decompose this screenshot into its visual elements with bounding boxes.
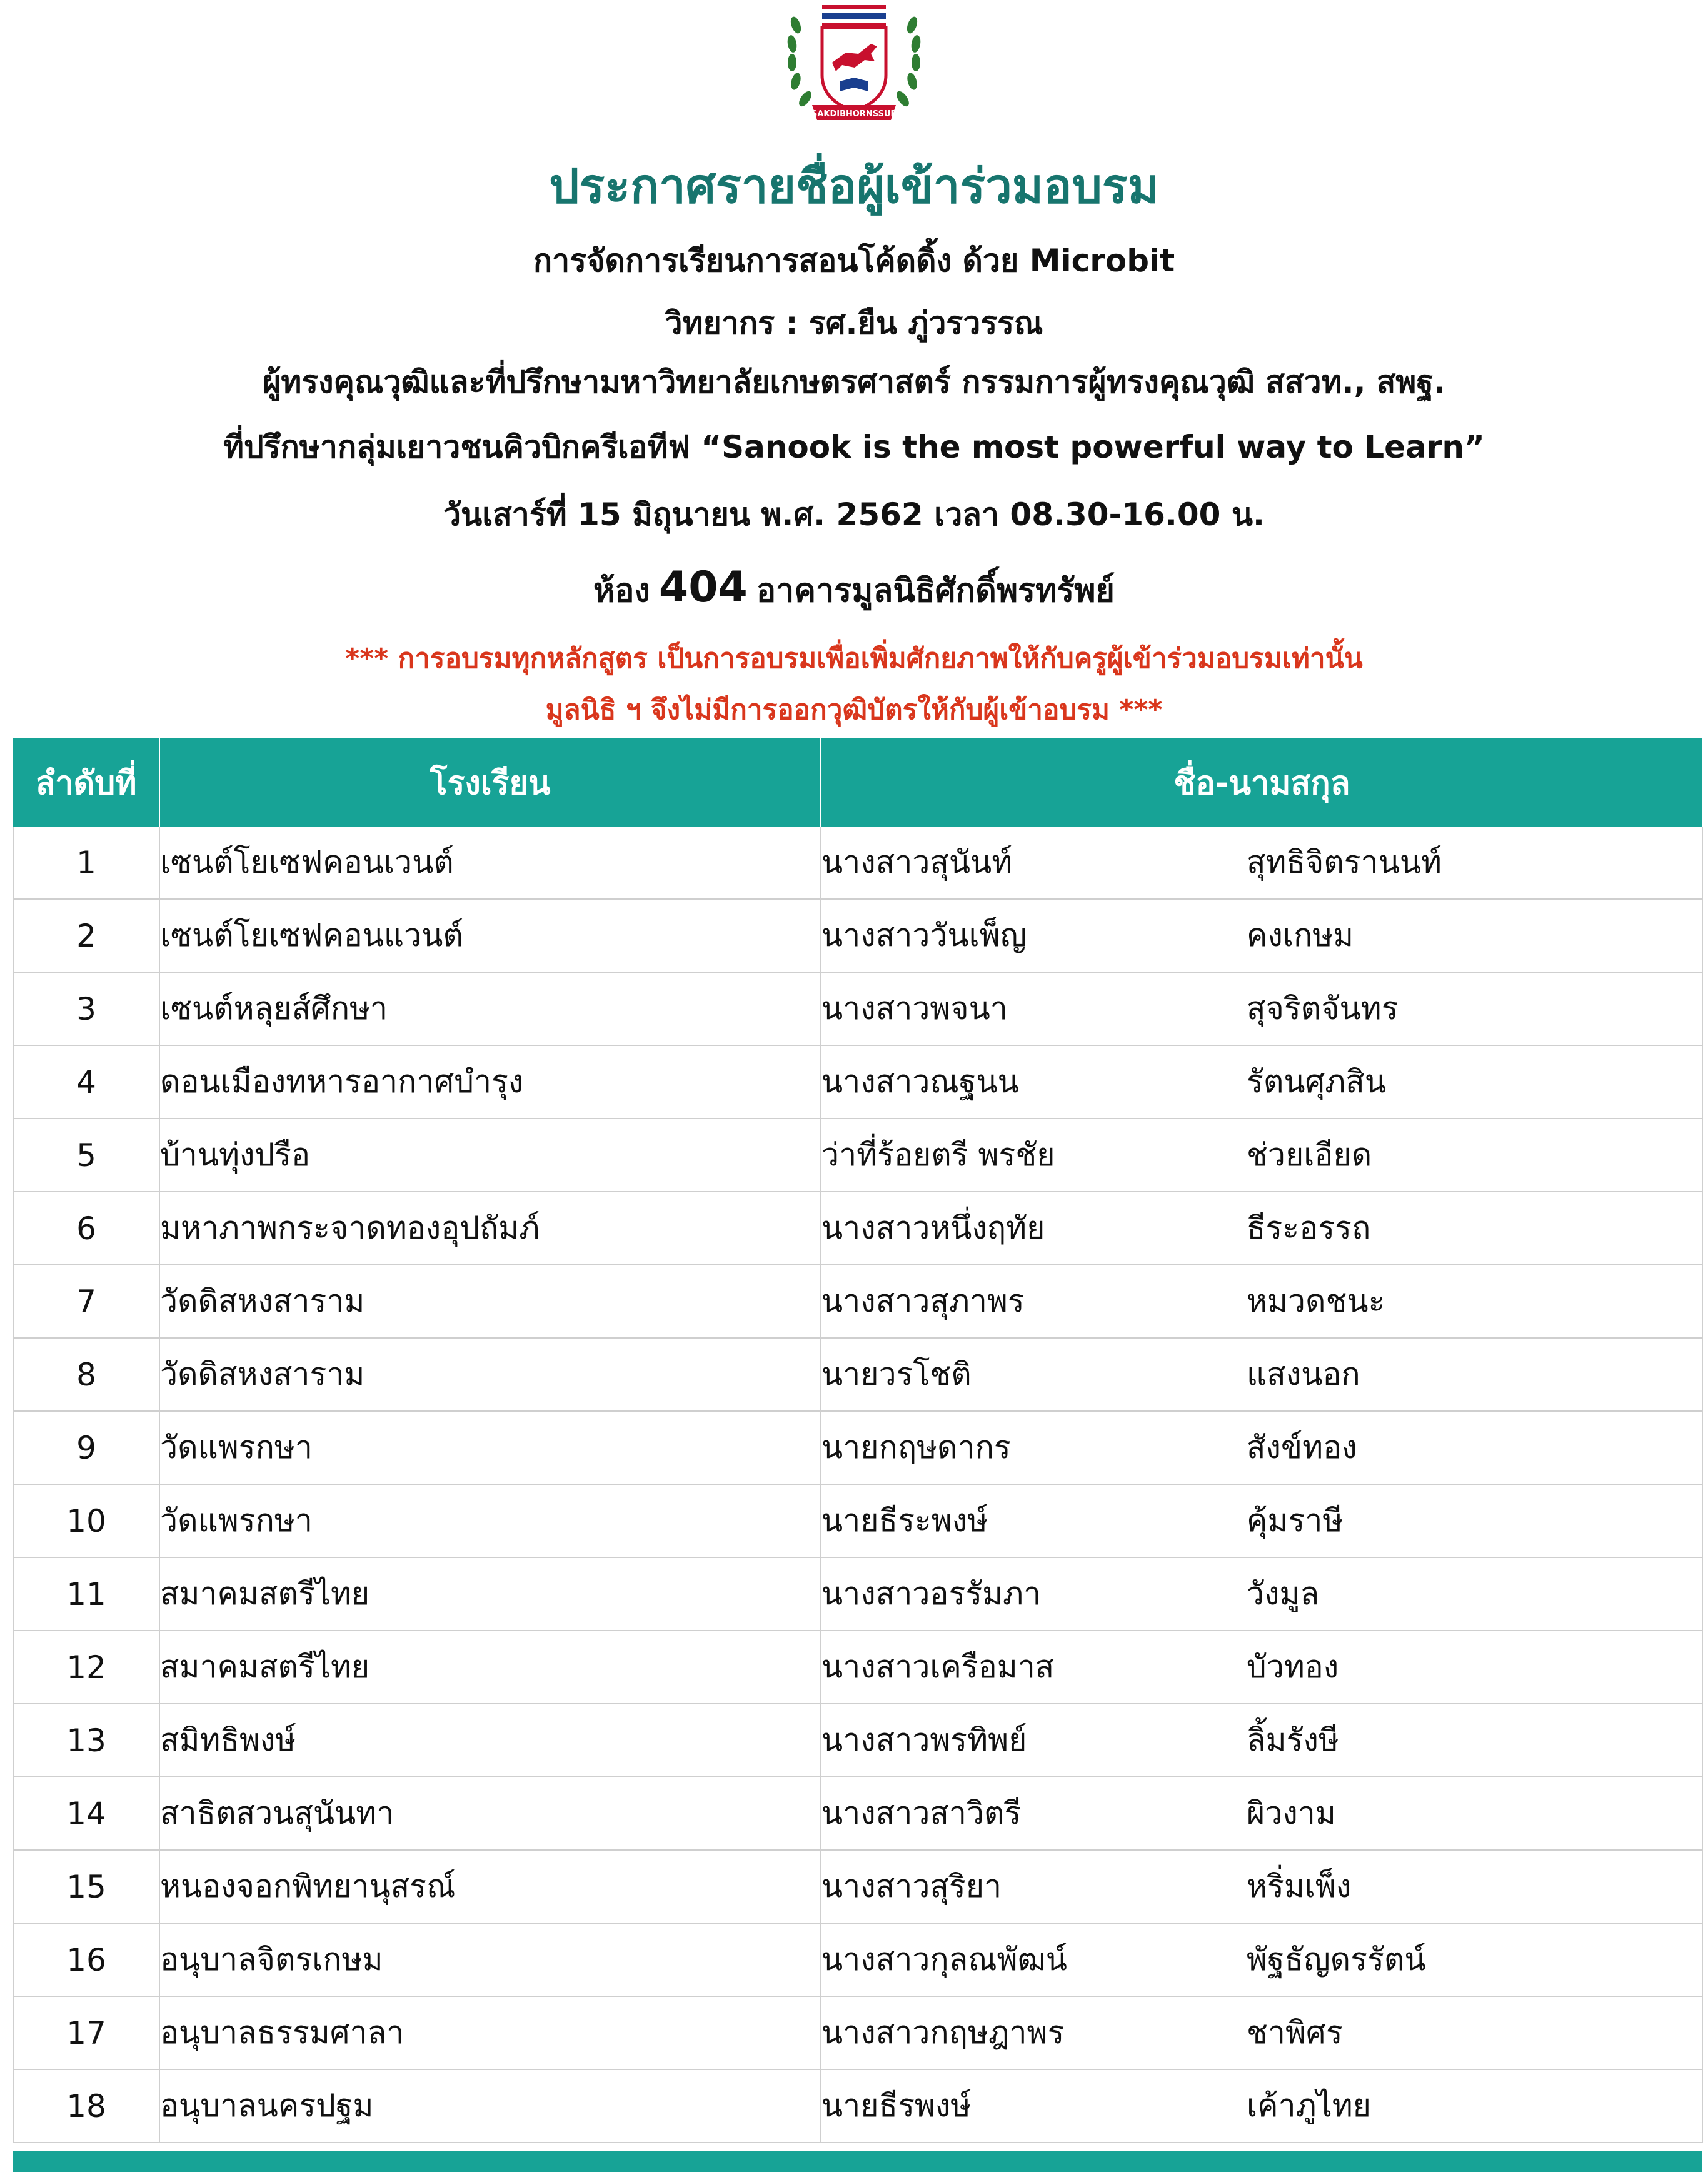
table-row (13, 1338, 1702, 1411)
row-number: 7 (13, 1265, 159, 1338)
row-number: 2 (13, 899, 159, 972)
row-first-name: นายธีระพงษ์ (821, 1502, 988, 1539)
row-number: 4 (13, 1045, 159, 1119)
laurel-left-icon (786, 15, 814, 108)
table-row (13, 1265, 1702, 1338)
row-number: 9 (13, 1411, 159, 1484)
laurel-right-icon (894, 15, 922, 108)
row-last-name: รัตนศุภสิน (1247, 1063, 1386, 1100)
row-fullname (821, 1557, 1702, 1631)
row-first-name: นายวรโชติ (821, 1356, 972, 1392)
table-row (13, 1557, 1702, 1631)
row-first-name: นางสาวหนึ่งฤทัย (821, 1210, 1045, 1246)
row-number: 6 (13, 1192, 159, 1265)
row-number: 11 (13, 1557, 159, 1631)
header-school: โรงเรียน (159, 738, 821, 827)
table-row (13, 1411, 1702, 1484)
row-fullname (821, 1119, 1702, 1192)
row-school: วัดดิสหงสาราม (159, 1338, 821, 1411)
row-number: 15 (13, 1850, 159, 1923)
table-row (13, 827, 1702, 899)
row-last-name: ธีระอรรถ (1247, 1210, 1371, 1246)
event-room (0, 563, 1708, 616)
row-school: สมาคมสตรีไทย (159, 1557, 821, 1631)
event-datetime: วันเสาร์ที่ 15 มิถุนายน พ.ศ. 2562 เวลา 08.30-16.00 น. (443, 496, 1265, 533)
page-title: ประกาศรายชื่อผู้เข้าร่วมอบรม (549, 158, 1159, 214)
row-first-name: นางสาวสุริยา (821, 1868, 1002, 1904)
row-number: 10 (13, 1484, 159, 1557)
row-fullname (821, 827, 1702, 899)
row-first-name: นางสาวกฤษฎาพร (821, 2014, 1065, 2051)
course-name: การจัดการเรียนการสอนโค้ดดิ้ง ด้วย Microbit (533, 243, 1175, 279)
room-prefix: ห้อง (593, 572, 650, 610)
row-last-name: ผิวงาม (1247, 1795, 1336, 1831)
row-fullname (821, 2069, 1702, 2143)
row-school: อนุบาลธรรมศาลา (159, 1996, 821, 2069)
shield-icon (822, 28, 886, 111)
row-fullname (821, 1411, 1702, 1484)
row-last-name: สุทธิจิตรานนท์ (1247, 844, 1442, 880)
table-row (13, 1119, 1702, 1192)
table-row (13, 1777, 1702, 1850)
row-first-name: นายกฤษดากร (821, 1429, 1011, 1466)
speaker-position: ผู้ทรงคุณวุฒิและที่ปรึกษามหาวิทยาลัยเกษตรศาสตร์ กรรมการผู้ทรงคุณวุฒิ สสวท., สพฐ. (263, 364, 1445, 400)
table-row (13, 1850, 1702, 1923)
row-school: วัดดิสหงสาราม (159, 1265, 821, 1338)
row-number: 17 (13, 1996, 159, 2069)
row-school: อนุบาลจิตรเกษม (159, 1923, 821, 1996)
row-last-name: เค้าภูไทย (1247, 2088, 1371, 2124)
row-first-name: นางสาวสาวิตรี (821, 1795, 1022, 1831)
row-fullname (821, 1850, 1702, 1923)
foundation-logo (777, 0, 931, 125)
row-school: เซนต์โยเซฟคอนเวนต์ (159, 827, 821, 899)
logo-text: SAKDIBHORNSSUP (811, 109, 897, 119)
row-school: สมิทธิพงษ์ (159, 1704, 821, 1777)
row-first-name: นายธีรพงษ์ (821, 2088, 972, 2124)
row-number: 18 (13, 2069, 159, 2143)
row-first-name: นางสาวกุลณพัฒน์ (821, 1941, 1067, 1978)
table-row (13, 1192, 1702, 1265)
row-school: เซนต์โยเซฟคอนแวนต์ (159, 899, 821, 972)
speaker-line: วิทยากร : รศ.ยืน ภู่วรวรรณ (665, 305, 1043, 341)
table-body (13, 827, 1702, 2143)
row-last-name: ลิ้มรังษี (1247, 1722, 1339, 1758)
table-row (13, 1923, 1702, 1996)
row-school: ดอนเมืองทหารอากาศบำรุง (159, 1045, 821, 1119)
notice-line-2: มูลนิธิ ฯ จึงไม่มีการออกวุฒิบัตรให้กับผู้เข้าอบรม *** (545, 694, 1163, 726)
row-fullname (821, 1996, 1702, 2069)
row-fullname (821, 1631, 1702, 1704)
row-last-name: วังมูล (1247, 1576, 1320, 1612)
row-first-name: นางสาวเครือมาส (821, 1649, 1055, 1685)
table-row (13, 1631, 1702, 1704)
participant-table (13, 738, 1703, 2143)
room-building: อาคารมูลนิธิศักดิ์พรทรัพย์ (756, 572, 1115, 610)
row-fullname (821, 1923, 1702, 1996)
row-fullname (821, 1777, 1702, 1850)
row-last-name: คุ้มราษี (1247, 1502, 1344, 1539)
row-number: 8 (13, 1338, 159, 1411)
header-name: ชื่อ-นามสกุล (821, 738, 1702, 827)
row-first-name: นางสาวสุภาพร (821, 1283, 1025, 1319)
row-first-name: นางสาวณฐนน (821, 1063, 1019, 1100)
row-fullname (821, 1704, 1702, 1777)
speaker-advisor: ที่ปรึกษากลุ่มเยาวชนคิวบิกครีเอทีฟ “Sanook is the most powerful way to Learn” (223, 429, 1485, 465)
row-school: อนุบาลนครปฐม (159, 2069, 821, 2143)
thai-flag-icon (822, 5, 886, 26)
table-header-row (13, 738, 1702, 827)
row-last-name: แสงนอก (1247, 1356, 1360, 1392)
row-first-name: นางสาวสุนันท์ (821, 844, 1013, 880)
row-last-name: พัฐธัญดรรัตน์ (1247, 1941, 1426, 1978)
row-fullname (821, 972, 1702, 1045)
row-last-name: สังข์ทอง (1247, 1429, 1357, 1466)
row-school: บ้านทุ่งปรือ (159, 1119, 821, 1192)
row-first-name: นางสาวอรรัมภา (821, 1576, 1042, 1612)
row-last-name: ช่วยเอียด (1247, 1137, 1372, 1173)
table-row (13, 1484, 1702, 1557)
row-school: วัดแพรกษา (159, 1484, 821, 1557)
row-last-name: สุจริตจันทร (1247, 990, 1399, 1027)
row-first-name: นางสาววันเพ็ญ (821, 917, 1027, 953)
table-row (13, 972, 1702, 1045)
row-school: สาธิตสวนสุนันทา (159, 1777, 821, 1850)
row-school: หนองจอกพิทยานุสรณ์ (159, 1850, 821, 1923)
row-fullname (821, 1045, 1702, 1119)
row-number: 5 (13, 1119, 159, 1192)
header-no: ลำดับที่ (13, 738, 159, 827)
row-school: วัดแพรกษา (159, 1411, 821, 1484)
row-first-name: นางสาวพจนา (821, 990, 1008, 1027)
row-last-name: คงเกษม (1247, 917, 1354, 953)
row-fullname (821, 1338, 1702, 1411)
row-last-name: หริ่มเพ็ง (1247, 1868, 1352, 1904)
table-bottom-bar (13, 2151, 1702, 2172)
table-row (13, 1996, 1702, 2069)
row-fullname (821, 899, 1702, 972)
table-row (13, 2069, 1702, 2143)
room-number: 404 (658, 563, 748, 612)
row-fullname (821, 1192, 1702, 1265)
notice-line-1: *** การอบรมทุกหลักสูตร เป็นการอบรมเพื่อเพิ่มศักยภาพให้กับครูผู้เข้าร่วมอบรมเท่านั้น (345, 643, 1363, 675)
row-number: 12 (13, 1631, 159, 1704)
row-fullname (821, 1484, 1702, 1557)
table-row (13, 1704, 1702, 1777)
row-school: สมาคมสตรีไทย (159, 1631, 821, 1704)
row-first-name: ว่าที่ร้อยตรี พรชัย (821, 1137, 1055, 1173)
row-last-name: บัวทอง (1247, 1649, 1339, 1685)
table-row (13, 1045, 1702, 1119)
row-number: 14 (13, 1777, 159, 1850)
row-number: 1 (13, 827, 159, 899)
row-number: 16 (13, 1923, 159, 1996)
row-school: เซนต์หลุยส์ศึกษา (159, 972, 821, 1045)
row-number: 3 (13, 972, 159, 1045)
row-fullname (821, 1265, 1702, 1338)
row-number: 13 (13, 1704, 159, 1777)
row-last-name: ชาพิศร (1247, 2014, 1343, 2051)
row-last-name: หมวดชนะ (1247, 1283, 1385, 1319)
row-school: มหาภาพกระจาดทองอุปถัมภ์ (159, 1192, 821, 1265)
row-first-name: นางสาวพรทิพย์ (821, 1722, 1027, 1758)
table-row (13, 899, 1702, 972)
